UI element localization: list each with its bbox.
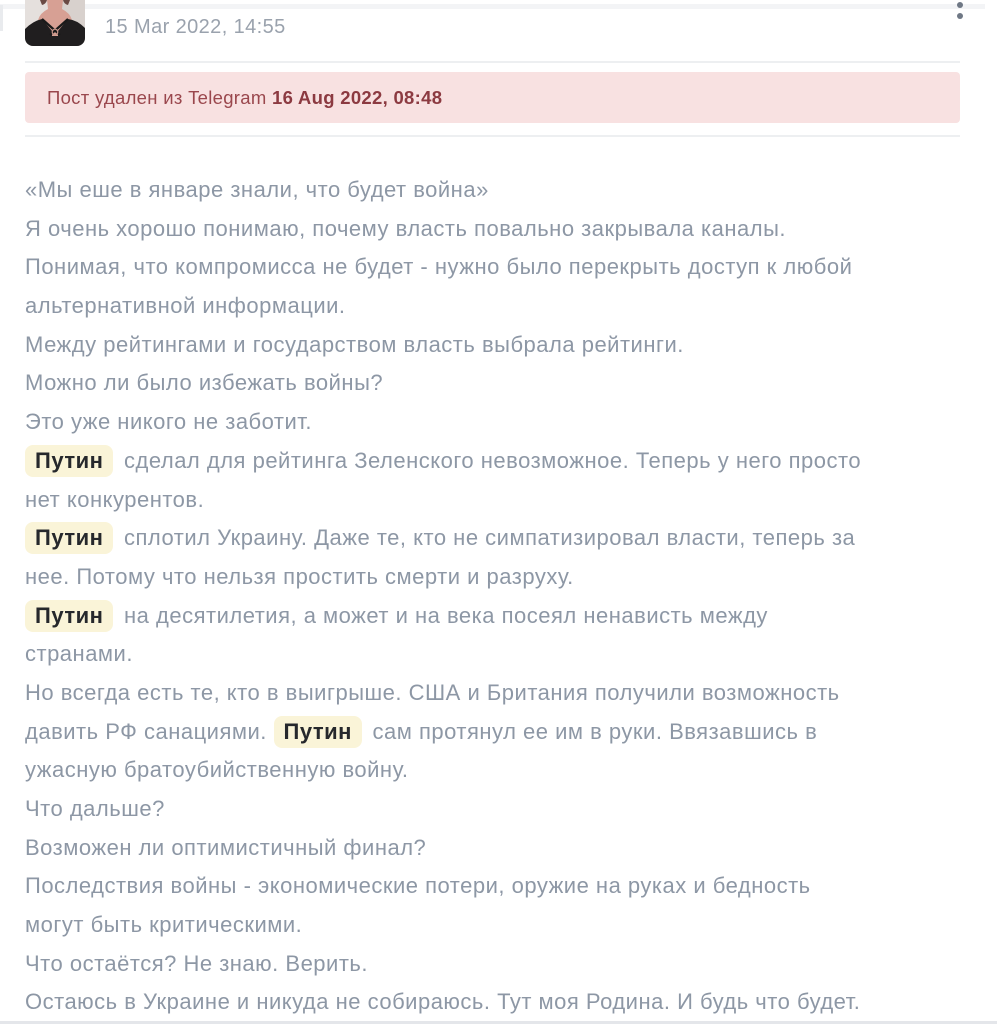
post-line [25, 519, 970, 558]
post-text: давить РФ санациями. [25, 718, 274, 744]
avatar-photo-icon [25, 0, 85, 46]
highlighted-term: Путин [274, 716, 362, 748]
deleted-banner-text: Пост удален из Telegram [47, 86, 272, 108]
post-line [25, 829, 970, 868]
post-line [25, 597, 970, 636]
post-text: нее. Потому что нельзя простить смерти и разруху. [25, 563, 574, 589]
post-text: Остаюсь в Украине и никуда не собираюсь. Тут моя Родина. И будь что будет. [25, 989, 861, 1015]
deleted-banner [25, 72, 960, 123]
post-text: на десятилетия, а может и на века посеял ненависть между [117, 602, 768, 628]
post-line [25, 403, 970, 442]
post-line [25, 287, 970, 326]
highlighted-term: Путин [25, 522, 113, 554]
post-text: Понимая, что компромисса не будет - нужно было перекрыть доступ к любой [25, 254, 853, 280]
post-text: «Мы еше в январе знали, что будет война» [25, 177, 489, 202]
post-text: Можно ли было избежать войны? [25, 370, 384, 396]
left-edge-artifact [0, 5, 3, 31]
post-body [25, 171, 970, 1022]
post-line [25, 983, 970, 1022]
post-line [25, 442, 970, 481]
post-line [25, 790, 970, 829]
post-timestamp: 15 Mar 2022, 14:55 [105, 16, 286, 38]
kebab-menu-icon[interactable] [957, 0, 963, 19]
post-line [25, 558, 970, 597]
post-line [25, 867, 970, 906]
separator-bottom [25, 135, 960, 137]
post-text: сделал для рейтинга Зеленского невозможное. Теперь у него просто [117, 447, 862, 473]
post-line [25, 674, 970, 713]
post-text: Я очень хорошо понимаю, почему власть повально закрывала каналы. [25, 215, 787, 241]
post-text: могут быть критическими. [25, 912, 303, 938]
post-line [25, 481, 970, 520]
post-line [25, 751, 970, 790]
highlighted-term: Путин [25, 445, 113, 477]
post-text: нет конкурентов. [25, 486, 205, 512]
post-line [25, 364, 970, 403]
post-line [25, 210, 970, 249]
post-line [25, 635, 970, 674]
post-line [25, 326, 970, 365]
post-text: Возможен ли оптимистичный финал? [25, 834, 427, 860]
post-text: Это уже никого не заботит. [25, 409, 313, 435]
post-text: Что остаётся? Не знаю. Верить. [25, 950, 368, 976]
post-text: Но всегда есть те, кто в выигрыше. США и Британия получили возможность [25, 679, 840, 705]
post-text: альтернативной информации. [25, 293, 346, 319]
separator-top [25, 61, 960, 63]
top-edge-artifact [0, 4, 985, 9]
post-text: Последствия войны - экономические потери, оружие на руках и бедность [25, 873, 811, 899]
post-line [25, 945, 970, 984]
post-line [25, 906, 970, 945]
post-text: ужасную братоубийственную войну. [25, 757, 409, 783]
deleted-banner-datetime: 16 Aug 2022, 08:48 [272, 86, 443, 108]
post-line [25, 248, 970, 287]
post-text: сплотил Украину. Даже те, кто не симпатизировал власти, теперь за [117, 525, 856, 551]
post-line [25, 171, 970, 210]
post-text: Между рейтингами и государством власть выбрала рейтинги. [25, 331, 684, 357]
post-text: странами. [25, 641, 133, 667]
post-text: Что дальше? [25, 796, 165, 821]
highlighted-term: Путин [25, 600, 113, 632]
avatar[interactable] [25, 0, 85, 46]
post-line [25, 713, 970, 752]
post-text: сам протянул ее им в руки. Ввязавшись в [365, 718, 818, 744]
